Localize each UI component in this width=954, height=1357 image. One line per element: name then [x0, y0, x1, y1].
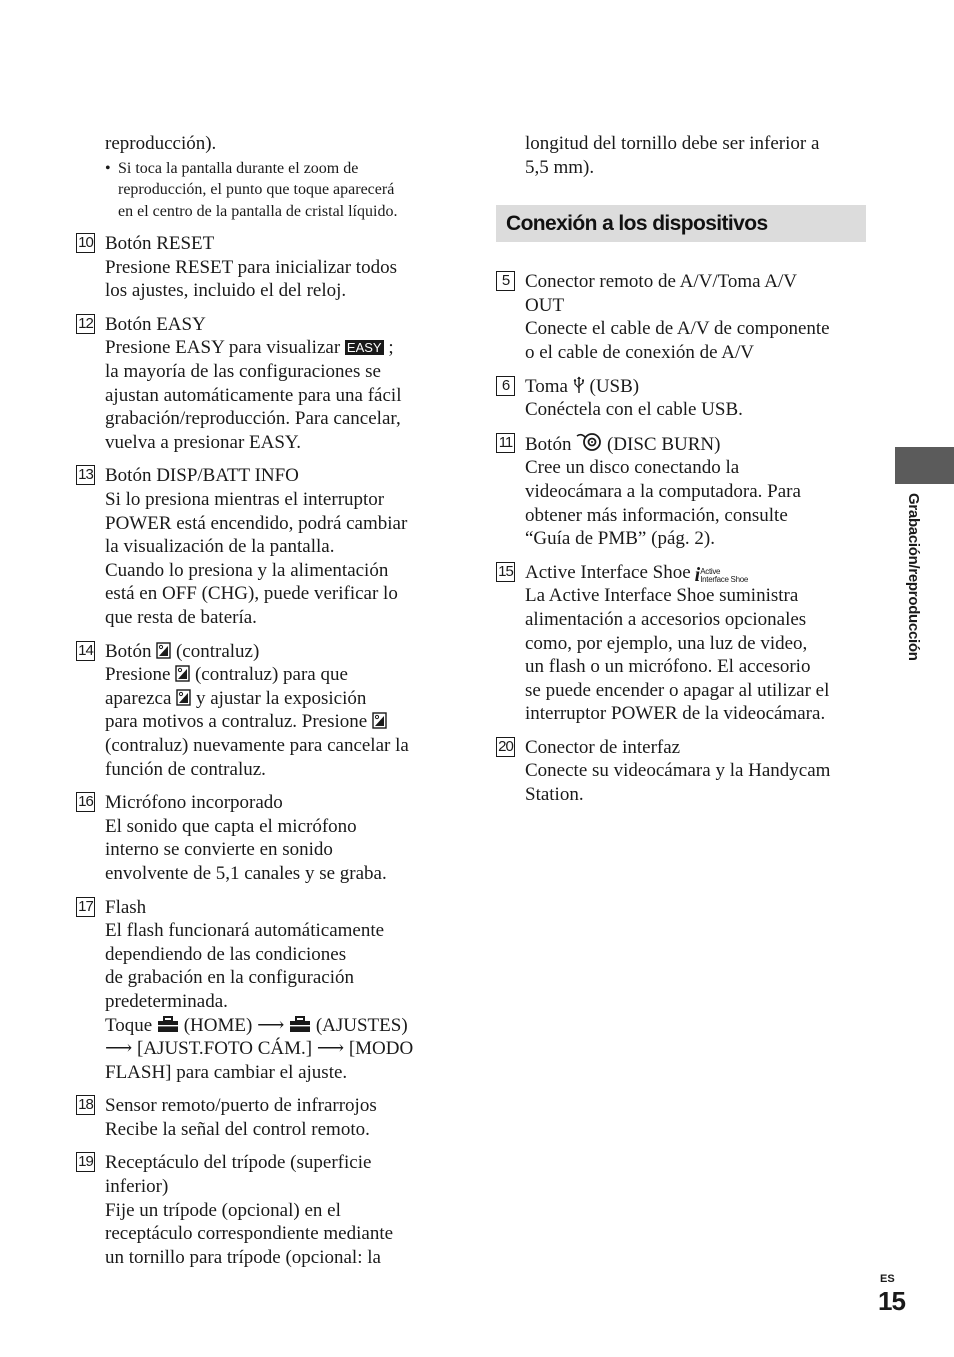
left-column [76, 132, 448, 1269]
settings-toolbox-icon [289, 1016, 311, 1033]
intro-text: longitud del tornillo debe ser inferior a 5,5 mm). [525, 133, 820, 178]
item-title: Botón EASY [105, 313, 206, 335]
item-number: 19 [76, 1152, 95, 1172]
item-number: 20 [496, 737, 515, 757]
item-title: Toma (USB) [525, 375, 640, 397]
item-title: Receptáculo del trípode (superficie [105, 1152, 372, 1174]
item-built-in-microphone: 16 Micrófono incorporado El sonido que capta el micrófono interno se convierte en sonido envolvente de 5,1 canales y se graba. [76, 791, 448, 885]
item-usb-jack: 6 Toma (USB) Conéctela con el cable USB. [496, 375, 866, 422]
item-remote-sensor: 18 Sensor remoto/puerto de infrarrojos Recibe la señal del control remoto. [76, 1094, 448, 1141]
item-number: 11 [496, 433, 515, 453]
item-number: 10 [76, 233, 95, 253]
item-easy-button: 12 Botón EASY Presione EASY para visualizar EASY ; la mayoría de las configuraciones se ajustan automáticamente para una fácil grabación/reproducción. Para cancelar, vuelva a presionar EASY. [76, 313, 448, 455]
arrow-right-icon: ⟶ [316, 1038, 345, 1060]
bullet-note: • Si toca la pantalla durante el zoom de reproducción, el punto que toque aparecerá en el centro de la pantalla de cristal líquido. [105, 159, 398, 220]
home-toolbox-icon [157, 1016, 179, 1033]
item-number: 12 [76, 314, 95, 334]
item-number: 5 [496, 271, 515, 291]
item-av-remote-connector: 5 Conector remoto de A/V/Toma A/V OUT Conecte el cable de A/V de componente o el cable de conexión de A/V [496, 270, 866, 364]
section-heading: Conexión a los dispositivos [496, 205, 866, 242]
item-number: 6 [496, 376, 515, 396]
arrow-right-icon: ⟶ [105, 1038, 133, 1060]
item-flash: 17 Flash El flash funcionará automáticamente dependiendo de las condiciones de grabación en la configuración predeterminada. Toque (HOME) ⟶ (AJUSTES) ⟶ [AJUST.FOTO CÁM.] ⟶ [MODO FLASH] para cambiar el ajuste. [76, 896, 448, 1085]
item-backlight-button: 14 Botón (contraluz) Presione (contraluz) para que aparezca y ajustar la exposición para motivos a contraluz. Presione (contraluz) nuevamente para cancelar la función de contraluz. [76, 640, 448, 782]
active-interface-shoe-icon: i Active Interface Shoe [694, 563, 749, 586]
item-title: Botón DISP/BATT INFO [105, 465, 299, 487]
item-interface-connector: 20 Conector de interfaz Conecte su videocámara y la Handycam Station. [496, 736, 866, 807]
right-column [496, 132, 866, 807]
item-disp-batt-info: 13 Botón DISP/BATT INFO Si lo presiona mientras el interruptor POWER está encendido, podrá cambiar la visualización de la pantalla. Cuando lo presiona y la alimentación está en OFF (CHG), puede verificar lo que resta de batería. [76, 464, 448, 629]
section-side-label: Grabación/reproducción [905, 493, 922, 661]
easy-icon: EASY [346, 340, 382, 356]
intro-text: reproducción). [105, 133, 217, 154]
usb-icon [573, 376, 585, 394]
language-code: ES [880, 1273, 895, 1285]
page-number: 15 [878, 1286, 905, 1316]
section-tab-marker [895, 447, 954, 484]
item-number: 17 [76, 897, 95, 917]
item-reset-button: 10 Botón RESET Presione RESET para inicializar todos los ajustes, incluido el del reloj. [76, 232, 448, 303]
item-title: Flash [105, 896, 147, 918]
backlight-icon [176, 689, 191, 706]
item-title: Active Interface Shoe i Active Interface Shoe [525, 561, 749, 586]
item-tripod-receptacle: 19 Receptáculo del trípode (superficie inferior) Fije un trípode (opcional) en el receptáculo correspondiente mediante un tornillo para trípode (opcional: la [76, 1151, 448, 1269]
backlight-icon [175, 665, 190, 682]
item-title: Sensor remoto/puerto de infrarrojos [105, 1095, 377, 1117]
backlight-icon [156, 642, 171, 659]
item-title: Conector de interfaz [525, 736, 681, 758]
item-active-interface-shoe: 15 Active Interface Shoe i Active Interface Shoe La Active Interface Shoe suministra alimentación a accesorios opcionales como, por ejemplo, una luz de video, un flash o un micrófono. El accesorio se puede encender o apagar al utilizar el interruptor POWER de la videocámara. [496, 561, 866, 726]
item-disc-burn-button: 11 Botón (DISC BURN) Cree un disco conectando la videocámara a la computadora. Para obtener más información, consulte “Guía de PMB” (pág. 2). [496, 432, 866, 551]
item-number: 13 [76, 465, 95, 485]
backlight-icon [372, 712, 387, 729]
item-number: 16 [76, 792, 95, 812]
item-title: Botón (DISC BURN) [525, 433, 721, 455]
item-number: 18 [76, 1095, 95, 1115]
disc-burn-icon [576, 432, 602, 452]
item-number: 15 [496, 562, 515, 582]
bullet-dot: • [105, 159, 111, 177]
item-title: Micrófono incorporado [105, 792, 283, 814]
item-title: Botón RESET [105, 233, 215, 255]
item-title: Botón (contraluz) [105, 640, 260, 662]
arrow-right-icon: ⟶ [257, 1014, 285, 1036]
item-number: 14 [76, 641, 95, 661]
